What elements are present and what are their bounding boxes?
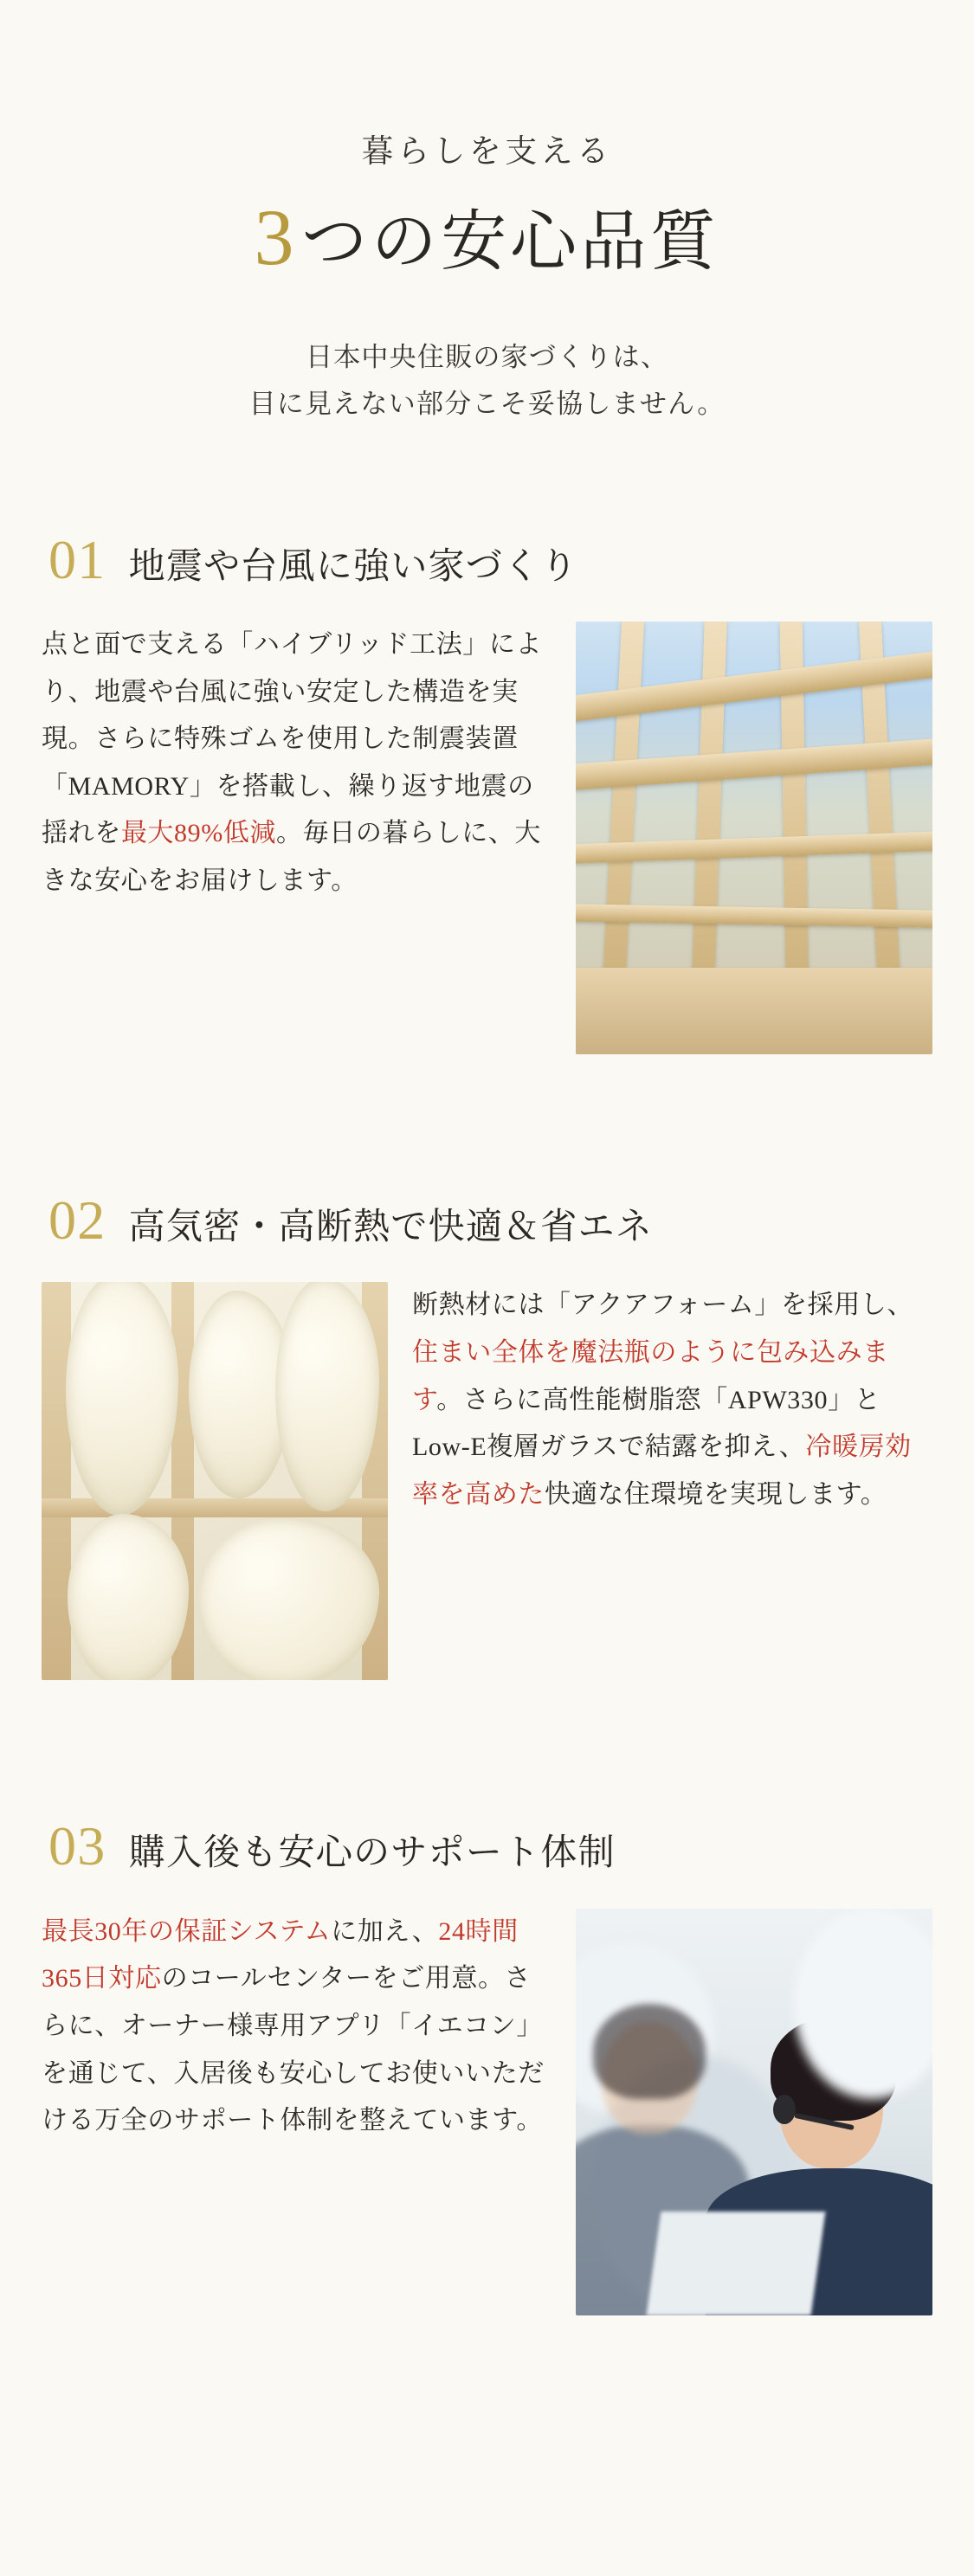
section-03-highlight-2: 24時間365日対応 — [42, 1916, 519, 1993]
section-02-text-part3: 快適な住環境を実現します。 — [545, 1479, 887, 1509]
section-01-highlight: 最大89%低減 — [120, 819, 277, 848]
section-03-text-part2: のコールセンターをご用意。さらに、オーナー様専用アプリ「イエコン」を通じて、入居後も安心してお使いいただける万全のサポート体制を整えています。 — [42, 1964, 545, 2135]
section-03-text-part1: に加え、 — [331, 1916, 439, 1946]
section-03-image — [576, 1909, 932, 2315]
section-03-text — [42, 1909, 552, 2145]
section-02-number: 02 — [48, 1189, 106, 1252]
header-subtitle-line1: 日本中央住販の家づくりは、 — [305, 342, 669, 373]
section-03-title: 購入後も安心のサポート体制 — [128, 1833, 616, 1874]
section-01 — [0, 528, 974, 1054]
section-03-header — [42, 1815, 932, 1877]
section-01-text-part1: 点と面で支える「ハイブリッド工法」により、地震や台風に強い安定した構造を実現。さらに特殊ゴムを使用した制震装置「MAMORY」を搭載し、繰り返す地震の揺れを — [42, 630, 543, 848]
section-02-header — [42, 1189, 932, 1252]
section-01-title: 地震や台風に強い家づくり — [128, 546, 578, 587]
page-title-number: 3 — [254, 192, 299, 281]
page-title-text: つの安心品質 — [301, 205, 720, 279]
header-subtitle — [0, 334, 974, 428]
section-01-text-part2: 。毎日の暮らしに、大きな安心をお届けします。 — [42, 819, 542, 896]
header-eyebrow: 暮らしを支える — [361, 134, 613, 170]
section-01-text — [42, 621, 552, 905]
section-02-title: 高気密・高断熱で快適＆省エネ — [128, 1208, 654, 1248]
header-subtitle-line2: 目に見えない部分こそ妥協しません。 — [248, 389, 726, 420]
section-01-number: 01 — [48, 528, 106, 590]
section-02-highlight-1: 住まい全体を魔法瓶のように包み込みます — [412, 1338, 889, 1414]
section-03-body — [42, 1909, 932, 2315]
section-02 — [0, 1189, 974, 1680]
section-02-highlight-2: 冷暖房効率を高めた — [412, 1433, 912, 1509]
section-01-image — [576, 621, 932, 1054]
section-02-body — [42, 1282, 932, 1680]
section-03-number: 03 — [48, 1815, 106, 1877]
section-02-text-part2: 。さらに高性能樹脂窓「APW330」とLow-E複層ガラスで結露を抑え、 — [412, 1385, 881, 1462]
section-02-text-part1: 断熱材には「アクアフォーム」を採用し、 — [412, 1291, 913, 1320]
section-03 — [0, 1815, 974, 2315]
section-02-text — [412, 1282, 932, 1518]
section-01-header — [42, 528, 932, 590]
section-02-image — [42, 1282, 388, 1680]
page-header — [0, 0, 974, 428]
section-01-body — [42, 621, 932, 1054]
page-title — [0, 192, 974, 281]
section-03-highlight-1: 最長30年の保証システム — [42, 1916, 332, 1946]
